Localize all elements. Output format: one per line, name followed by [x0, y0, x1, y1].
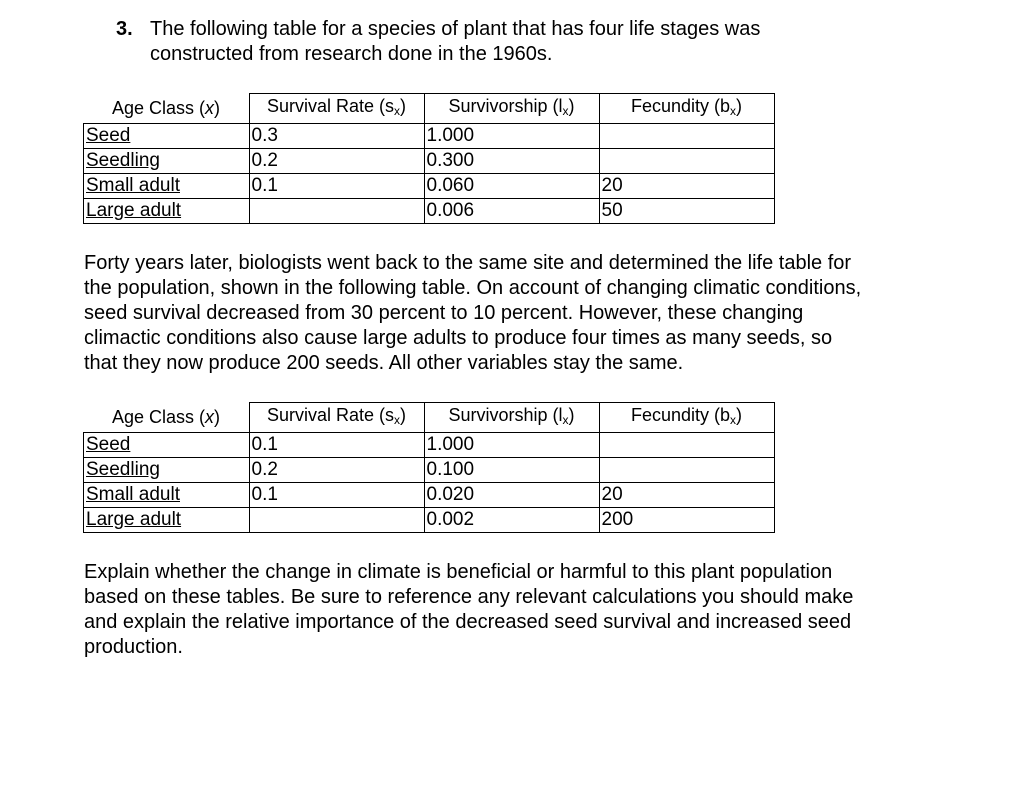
table-cell: 0.002 — [424, 508, 599, 533]
paragraph-line: production. — [84, 636, 183, 658]
question-line-1 — [116, 17, 976, 42]
table-cell — [599, 149, 774, 174]
table-cell: Small adult — [84, 483, 250, 508]
table-cell: Seedling — [84, 149, 250, 174]
table-cell: 20 — [599, 483, 774, 508]
table-row — [84, 433, 775, 458]
table-cell: 0.020 — [424, 483, 599, 508]
table-cell: 20 — [599, 174, 774, 199]
question-heading — [116, 17, 976, 67]
table-row — [84, 149, 775, 174]
paragraph-line: Forty years later, biologists went back to the same site and determined the life table for — [84, 252, 852, 274]
table-cell: 0.006 — [424, 199, 599, 224]
header-age-class: Age Class (x) — [84, 403, 250, 433]
paragraph-line: Explain whether the change in climate is beneficial or harmful to this plant population — [84, 561, 833, 583]
paragraph-line: climactic conditions also cause large adults to produce four times as many seeds, so — [84, 327, 833, 349]
table-cell: 0.1 — [249, 174, 424, 199]
paragraph-explain-question — [84, 560, 984, 660]
table-cell: Seed — [84, 433, 250, 458]
paragraph-line: and explain the relative importance of the decreased seed survival and increased seed — [84, 611, 852, 633]
table-cell: 1.000 — [424, 433, 599, 458]
header-survivorship: Survivorship $(l_x)$ — [424, 94, 599, 124]
table-cell: 0.3 — [249, 124, 424, 149]
header-fecundity: Fecundity $(b_x)$ — [599, 403, 774, 433]
header-fecundity: Fecundity $(b_x)$ — [599, 94, 774, 124]
table-cell — [599, 124, 774, 149]
table-row — [84, 124, 775, 149]
table-row — [84, 508, 775, 533]
header-survival-rate: Survival Rate $(s_x)$ — [249, 94, 424, 124]
paragraph-line: seed survival decreased from 30 percent to 10 percent. However, these changing — [84, 302, 804, 324]
table-cell: 0.2 — [249, 149, 424, 174]
table-cell: 0.060 — [424, 174, 599, 199]
table-cell: Seed — [84, 124, 250, 149]
paragraph-forty-years-later — [84, 251, 984, 376]
question-text-line-1: The following table for a species of plant that has four life stages was — [150, 18, 761, 40]
table-row — [84, 458, 775, 483]
table-row — [84, 174, 775, 199]
table-cell: 50 — [599, 199, 774, 224]
table-row — [84, 483, 775, 508]
table-cell: 0.2 — [249, 458, 424, 483]
table-cell: Large adult — [84, 199, 250, 224]
table-cell: Seedling — [84, 458, 250, 483]
header-age-class: Age Class (x) — [84, 94, 250, 124]
header-survivorship: Survivorship $(l_x)$ — [424, 403, 599, 433]
life-table-1960s — [83, 93, 775, 224]
table-cell — [599, 433, 774, 458]
table-cell: 0.1 — [249, 433, 424, 458]
table-row — [84, 199, 775, 224]
paragraph-line: based on these tables. Be sure to reference any relevant calculations you should make — [84, 586, 854, 608]
table-cell — [599, 458, 774, 483]
table-cell — [249, 199, 424, 224]
table-cell: 0.300 — [424, 149, 599, 174]
table-cell: 0.100 — [424, 458, 599, 483]
table-cell: Large adult — [84, 508, 250, 533]
question-text-line-2: constructed from research done in the 1960s. — [150, 43, 553, 65]
question-number: 3. — [116, 18, 133, 40]
table-header-row — [84, 403, 775, 433]
table-cell: 1.000 — [424, 124, 599, 149]
paragraph-line: that they now produce 200 seeds. All other variables stay the same. — [84, 352, 684, 374]
table-cell: 200 — [599, 508, 774, 533]
table-header-row — [84, 94, 775, 124]
table-cell — [249, 508, 424, 533]
paragraph-line: the population, shown in the following table. On account of changing climatic conditions, — [84, 277, 862, 299]
header-survival-rate: Survival Rate $(s_x)$ — [249, 403, 424, 433]
table-cell: 0.1 — [249, 483, 424, 508]
life-table-forty-years-later — [83, 402, 775, 533]
table-cell: Small adult — [84, 174, 250, 199]
